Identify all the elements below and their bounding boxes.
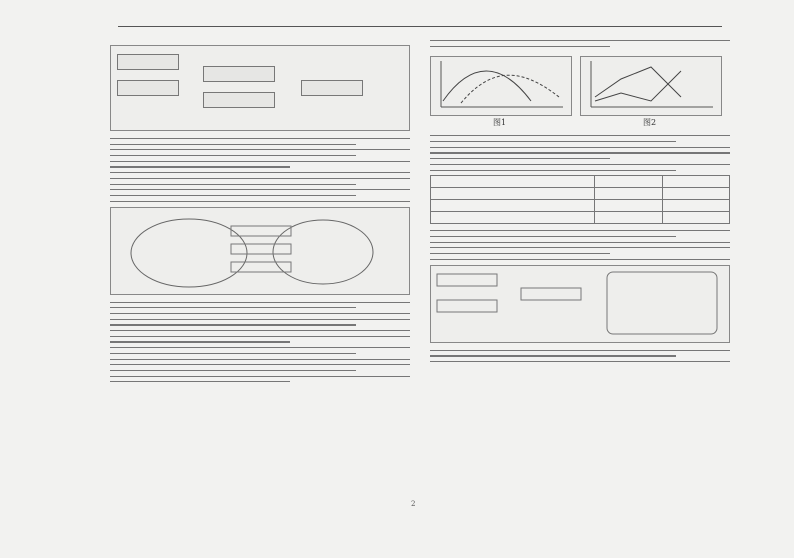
experiment-table: [430, 175, 730, 224]
graph-row: [430, 51, 730, 128]
header-rule: [118, 26, 722, 27]
graph1-caption: 图1: [493, 118, 507, 128]
graph2-caption: 图2: [643, 118, 657, 128]
left-column: [110, 40, 410, 508]
page-number: 2: [411, 500, 416, 508]
graph-2: [580, 56, 722, 128]
hormone-flow-diagram: [110, 45, 410, 131]
neuron-signal-diagram: [430, 265, 730, 343]
immune-cell-diagram: [110, 207, 410, 295]
right-column: [430, 40, 730, 508]
graph-1: [430, 56, 572, 128]
